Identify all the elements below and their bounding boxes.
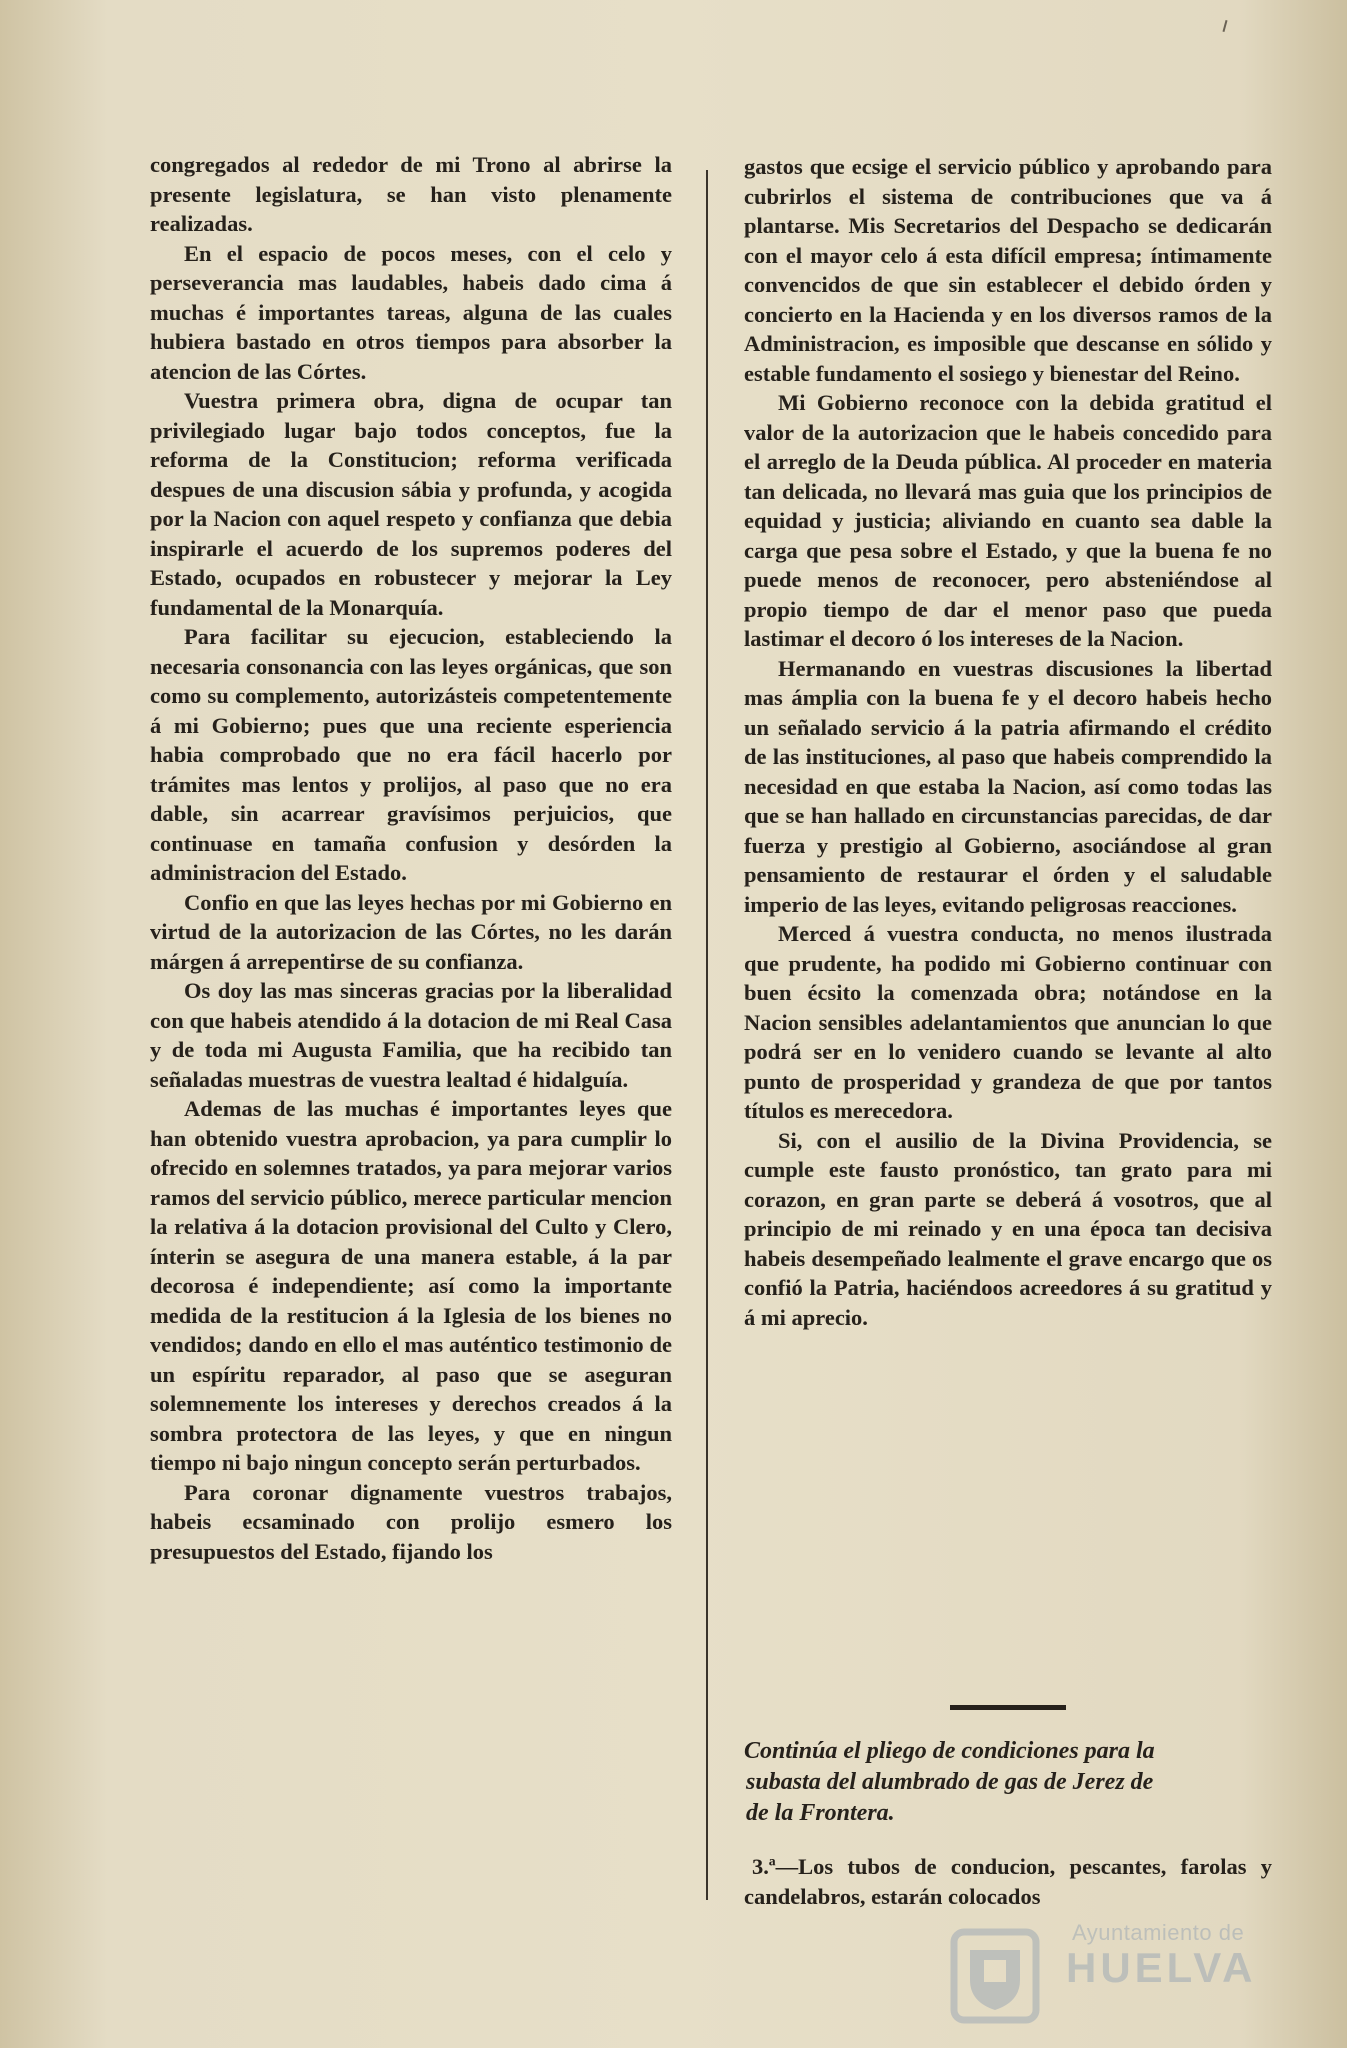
watermark-title: HUELVA [1066,1944,1257,1991]
article-text: 3.ª—Los tubos de conducion, pescantes, farolas y candelabros, estarán colocados [744,1854,1272,1909]
section-rule [950,1705,1066,1710]
paragraph: Si, con el ausilio de la Divina Providencia, se cumple este fausto pronóstico, tan grato para mi corazon, en gran parte se deberá á vosotros, que al principio de mi reinado y en una época tan decisiva habeis desempeñado lealmente el grave encargo que os confió la Patria, haciéndoos acreedores á su gratitud y á mi aprecio. [744,1127,1272,1330]
section-headline [744,1736,1272,1829]
paragraph: Vuestra primera obra, digna de ocupar tan privilegiado lugar bajo todos conceptos, fue la reforma de la Constitucion; reforma verificada despues de una discusion sábia y profunda, y acogida por la Nacion con aquel respeto y confianza que debia inspirarle el acuerdo de los supremos poderes del Estado, ocupados en robustecer y mejorar la Ley fundamental de la Monarquía. [150,388,672,620]
paragraph: gastos que ecsige el servicio público y aprobando para cubrirlos el sistema de contribuciones que va á plantarse. Mis Secretarios del Despacho se dedicarán con el mayor celo á esta difícil empresa; íntimamente convencidos de que sin establecer el debido órden y concierto en la Hacienda y en los diversos ramos de la Administracion, es imposible que descanse en sólido y estable fundamento el sosiego y bienestar del Reino. [744,154,1272,386]
paragraph: Os doy las mas sinceras gracias por la liberalidad con que habeis atendido á la dotacion de mi Real Casa y de toda mi Augusta Familia, que ha recibido tan señaladas muestras de vuestra lealtad é hidalguía. [150,978,672,1092]
paragraph: Para coronar dignamente vuestros trabajos, habeis ecsaminado con prolijo esmero los presupuestos del Estado, fijando los [150,1479,672,1564]
coat-of-arms-icon [940,1922,1050,2028]
paragraph: Mi Gobierno reconoce con la debida gratitud el valor de la autorizacion que le habeis concedido para el arreglo de la Deuda pública. Al proceder en materia tan delicada, no llevará mas guia que los principios de equidad y justicia; aliviando en cuanto sea dable la carga que pesa sobre el Estado, y que la buena fe no puede menos de reconocer, pero absteniéndose al propio tiempo de dar el menor paso que pueda lastimar el decoro ó los intereses de la Nacion. [744,390,1272,651]
paragraph: Hermanando en vuestras discusiones la libertad mas ámplia con la buena fe y el decoro habeis hecho un señalado servicio á la patria afirmando el crédito de las instituciones, al paso que habeis comprendido la necesidad en que estaba la Nacion, así como todas las que se han hallado en circunstancias parecidas, de dar fuerza y prestigio al Gobierno, asociándose al gran pensamiento de restaurar el órden y el saludable imperio de las leyes, evitando peligrosas reacciones. [744,655,1272,917]
headline-line: de la Frontera. [746,1800,895,1826]
archive-watermark [940,1920,1270,2030]
paragraph: Confio en que las leyes hechas por mi Gobierno en virtud de la autorizacion de las Córtes, no les darán márgen á arrepentirse de su confianza. [150,889,672,974]
right-column [744,152,1272,1332]
left-column [150,150,672,1566]
print-mark [1222,20,1227,32]
column-divider [706,170,708,1900]
headline-line: Continúa el pliego de condiciones para la [744,1738,1155,1764]
paragraph: Para facilitar su ejecucion, estableciendo la necesaria consonancia con las leyes orgánicas, que son como su complemento, autorizásteis competentemente á mi Gobierno; pues que una reciente esperiencia habia comprobado que no era fácil hacerlo por trámites mas lentos y prolijos, al paso que no era dable, sin acarrear gravísimos perjuicios, que continuase en tamaña confusion y desórden la administracion del Estado. [150,624,672,885]
paragraph: congregados al rededor de mi Trono al abrirse la presente legislatura, se han visto plenamente realizadas. [150,152,672,236]
headline-line: subasta del alumbrado de gas de Jerez de [746,1769,1154,1795]
paragraph: Merced á vuestra conducta, no menos ilustrada que prudente, ha podido mi Gobierno continuar con buen écsito la comenzada obra; notándose en la Nacion sensibles adelantamientos que anuncian lo que podrá ser en lo venidero cuando se levante al alto punto de prosperidad y grandeza de que por tantos títulos es merecedora. [744,921,1272,1123]
paragraph: Ademas de las muchas é importantes leyes que han obtenido vuestra aprobacion, ya para cumplir lo ofrecido en solemnes tratados, ya para mejorar varios ramos del servicio público, merece particular mencion la relativa á la dotacion provisional del Culto y Clero, ínterin se asegura de una manera estable, á la par decorosa é independiente; así como la importante medida de la restitucion á la Iglesia de los bienes no vendidos; dando en ello el mas auténtico testimonio de un espíritu reparador, al paso que se aseguran solemnemente los intereses y derechos creados á la sombra protectora de las leyes, y que en ningun tiempo ni bajo ningun concepto serán perturbados. [150,1096,672,1475]
paragraph: En el espacio de pocos meses, con el celo y perseverancia mas laudables, habeis dado cima á muchas é importantes tareas, alguna de las cuales hubiera bastado en otros tiempos para absorber la atencion de las Córtes. [150,240,672,384]
watermark-line: Ayuntamiento de [1072,1920,1245,1945]
